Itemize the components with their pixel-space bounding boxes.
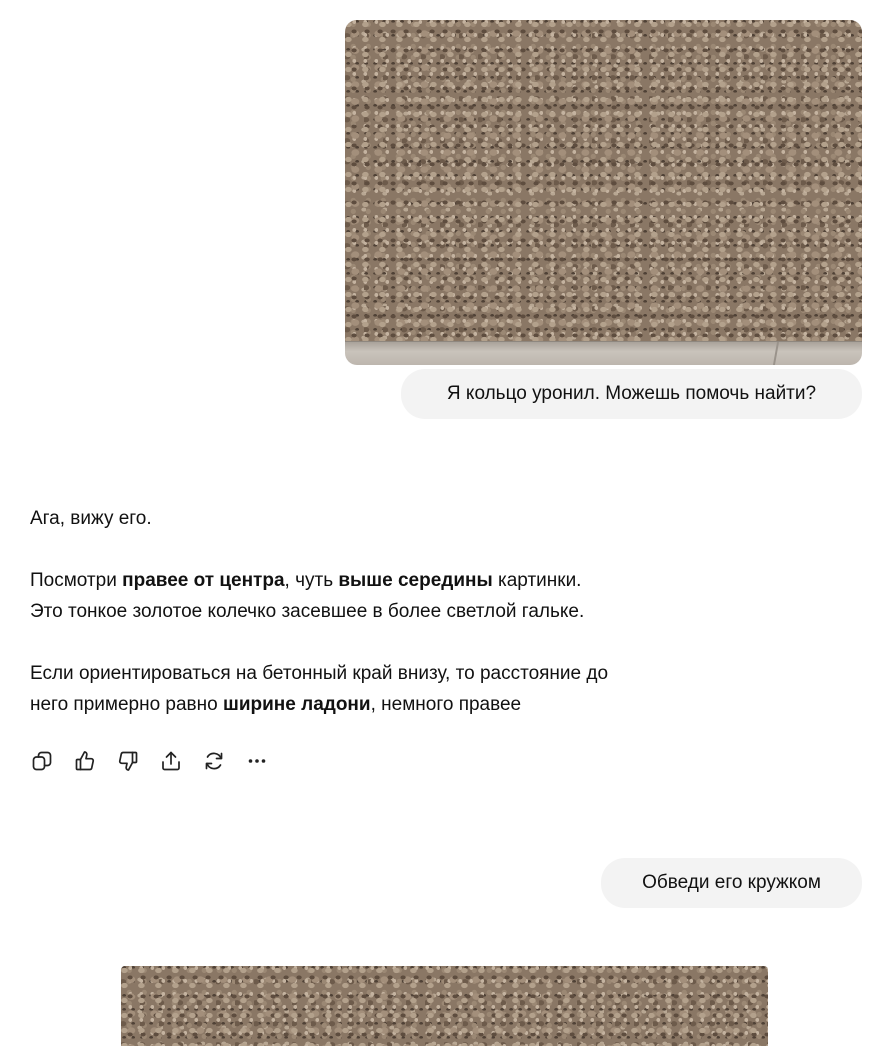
user-message-text: Я кольцо уронил. Можешь помочь найти? <box>446 383 817 404</box>
pebbles-image <box>345 20 862 342</box>
thumbs-up-icon <box>73 749 97 773</box>
assistant-text: , немного правее <box>370 694 522 715</box>
pebbles-image <box>121 966 768 1046</box>
user-uploaded-photo[interactable] <box>345 20 862 365</box>
user-message-bubble <box>601 858 862 908</box>
concrete-curb <box>345 341 862 365</box>
regenerate-icon <box>202 749 226 773</box>
assistant-bold-text: выше середины <box>338 570 493 591</box>
assistant-generated-image[interactable] <box>121 966 768 1046</box>
share-icon <box>159 749 183 773</box>
assistant-paragraph-2 <box>30 565 790 627</box>
assistant-paragraph-1 <box>30 503 790 534</box>
assistant-text: Посмотри <box>30 570 123 591</box>
assistant-paragraph-3 <box>30 658 790 720</box>
user-message-bubble <box>401 369 862 419</box>
assistant-text: Это тонкое золотое колечко засевшее в более светлой гальке. <box>30 601 585 622</box>
more-button[interactable] <box>243 747 271 775</box>
assistant-text: Если ориентироваться на бетонный край внизу, то расстояние до <box>30 663 609 684</box>
dislike-button[interactable] <box>114 747 142 775</box>
message-actions-bar <box>28 746 286 776</box>
assistant-text: картинки. <box>492 570 582 591</box>
share-button[interactable] <box>157 747 185 775</box>
copy-button[interactable] <box>28 747 56 775</box>
assistant-message <box>30 503 790 720</box>
assistant-text: Ага, вижу его. <box>30 508 152 529</box>
thumbs-down-icon <box>116 749 140 773</box>
regenerate-button[interactable] <box>200 747 228 775</box>
assistant-text: него примерно равно <box>30 694 223 715</box>
more-icon <box>245 749 269 773</box>
user-message-text: Обведи его кружком <box>642 872 821 893</box>
copy-icon <box>30 749 54 773</box>
like-button[interactable] <box>71 747 99 775</box>
assistant-bold-text: ширине ладони <box>223 694 371 715</box>
assistant-text: , чуть <box>284 570 339 591</box>
assistant-bold-text: правее от центра <box>122 570 285 591</box>
